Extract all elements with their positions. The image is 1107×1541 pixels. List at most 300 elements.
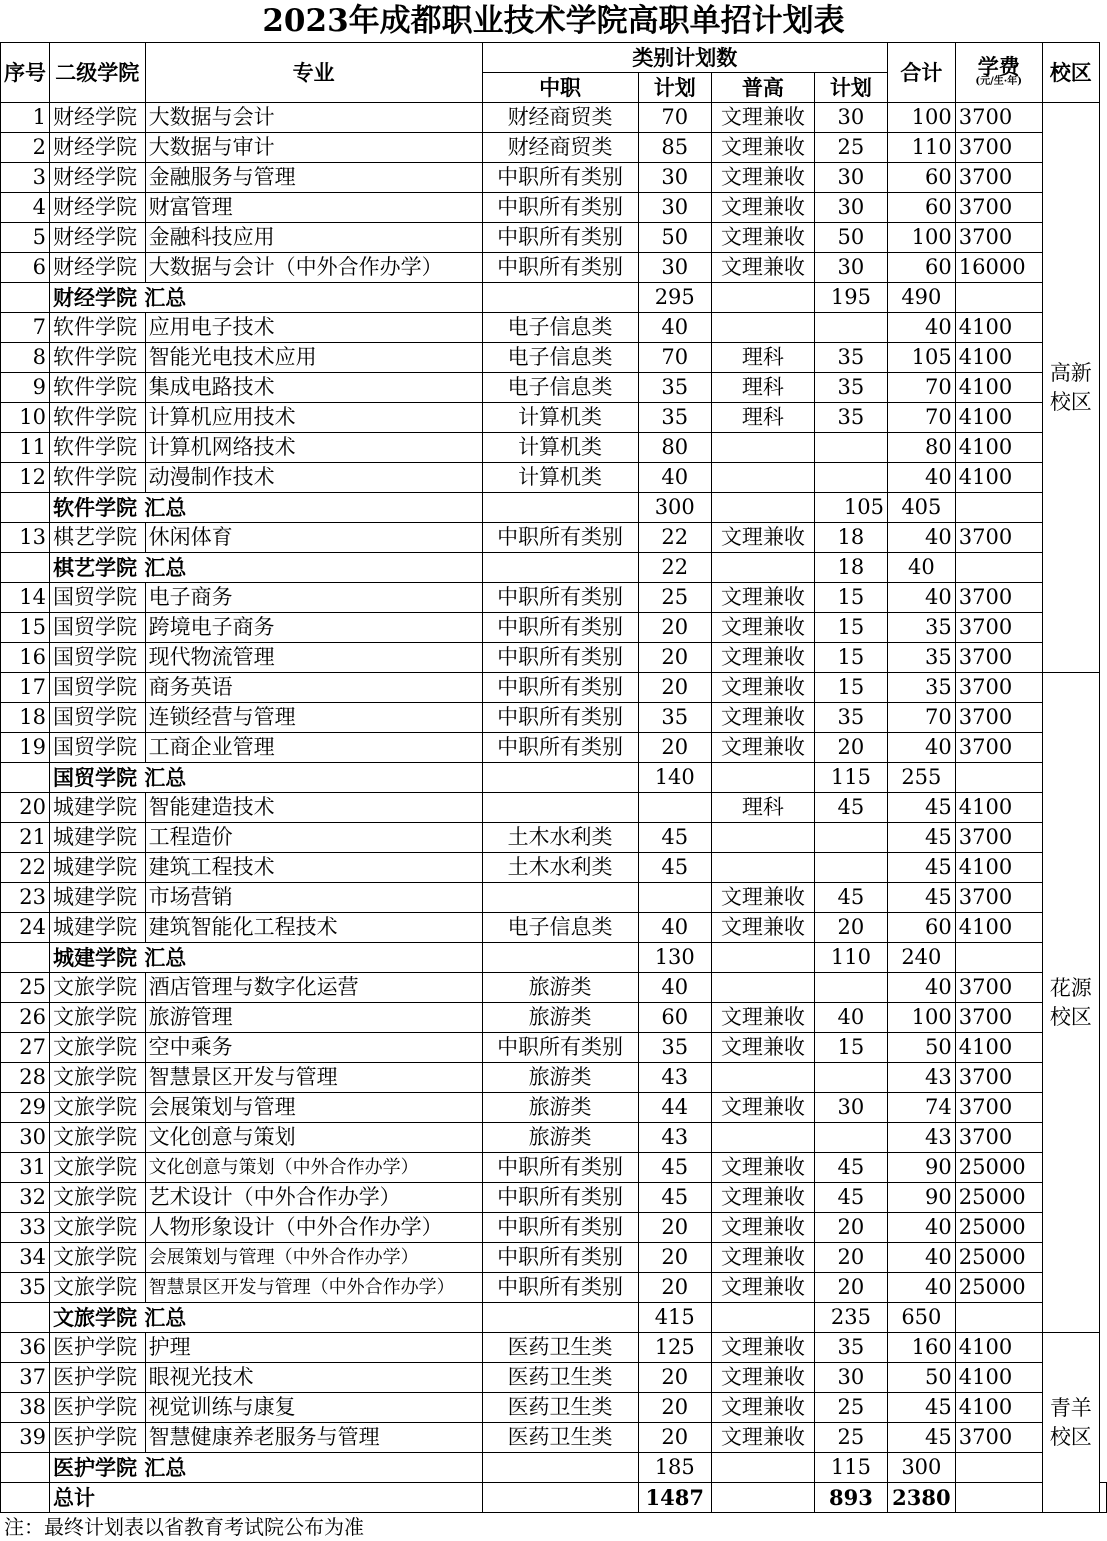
secondary-plan-cell: 35 xyxy=(638,403,711,433)
fee-cell-empty xyxy=(955,1303,1042,1333)
fee-cell-empty xyxy=(955,763,1042,793)
campus-cell xyxy=(1042,673,1099,1333)
fee-cell: 4100 xyxy=(955,1363,1042,1393)
general-plan-cell xyxy=(814,463,887,493)
total-cell: 60 xyxy=(887,253,955,283)
total-cell: 45 xyxy=(887,883,955,913)
major-cell: 现代物流管理 xyxy=(145,643,482,673)
secondary-plan-cell xyxy=(638,883,711,913)
total-cell: 40 xyxy=(887,1243,955,1273)
table-row xyxy=(1,883,1107,913)
table-row xyxy=(1,1183,1107,1213)
table-row xyxy=(1,1003,1107,1033)
fee-cell: 4100 xyxy=(955,1333,1042,1363)
major-cell: 连锁经营与管理 xyxy=(145,703,482,733)
secondary-plan-cell: 20 xyxy=(638,1363,711,1393)
secondary-plan-cell: 40 xyxy=(638,913,711,943)
secondary-category-cell: 电子信息类 xyxy=(482,913,638,943)
secondary-plan-cell: 43 xyxy=(638,1063,711,1093)
secondary-plan-cell xyxy=(638,793,711,823)
seq-cell: 31 xyxy=(1,1153,50,1183)
fee-cell: 4100 xyxy=(955,793,1042,823)
general-category-cell-empty xyxy=(711,283,814,313)
general-plan-cell: 25 xyxy=(814,1423,887,1453)
major-cell: 计算机应用技术 xyxy=(145,403,482,433)
secondary-category-cell: 中职所有类别 xyxy=(482,1153,638,1183)
general-category-cell: 文理兼收 xyxy=(711,253,814,283)
secondary-plan-cell: 20 xyxy=(638,733,711,763)
major-cell: 工商企业管理 xyxy=(145,733,482,763)
college-cell: 医护学院 xyxy=(50,1333,146,1363)
total-cell: 50 xyxy=(887,1033,955,1063)
total-cell: 160 xyxy=(887,1333,955,1363)
fee-cell: 3700 xyxy=(955,673,1042,703)
secondary-plan-cell: 20 xyxy=(638,1273,711,1303)
table-row xyxy=(1,103,1107,133)
campus-name-line: 青羊 xyxy=(1049,1395,1092,1420)
general-category-cell xyxy=(711,433,814,463)
fee-cell-empty xyxy=(955,1483,1042,1513)
table-row xyxy=(1,373,1107,403)
secondary-category-cell: 电子信息类 xyxy=(482,373,638,403)
summary-label: 文旅学院 汇总 xyxy=(50,1303,483,1333)
secondary-plan-cell: 35 xyxy=(638,703,711,733)
major-cell: 文化创意与策划 xyxy=(145,1123,482,1153)
major-cell: 计算机网络技术 xyxy=(145,433,482,463)
major-cell: 人物形象设计（中外合作办学） xyxy=(145,1213,482,1243)
table-row xyxy=(1,643,1107,673)
campus-name-line: 花源 xyxy=(1049,975,1092,1000)
college-cell: 文旅学院 xyxy=(50,1153,146,1183)
secondary-category-cell: 旅游类 xyxy=(482,1093,638,1123)
secondary-plan-cell: 45 xyxy=(638,1183,711,1213)
secondary-plan-cell: 85 xyxy=(638,133,711,163)
general-plan-cell: 30 xyxy=(814,253,887,283)
major-cell: 建筑工程技术 xyxy=(145,853,482,883)
general-plan-cell xyxy=(814,433,887,463)
fee-cell-empty xyxy=(955,943,1042,973)
header-category-plan: 类别计划数 xyxy=(482,43,887,73)
college-cell: 文旅学院 xyxy=(50,1243,146,1273)
total-cell: 45 xyxy=(887,793,955,823)
table-row xyxy=(1,1363,1107,1393)
plan-table xyxy=(0,42,1107,1513)
table-row xyxy=(1,463,1107,493)
table-row xyxy=(1,793,1107,823)
general-plan-cell: 30 xyxy=(814,1093,887,1123)
summary-row xyxy=(1,1303,1107,1333)
general-plan-cell: 20 xyxy=(814,913,887,943)
college-cell: 文旅学院 xyxy=(50,1063,146,1093)
general-category-cell-empty xyxy=(711,943,814,973)
major-cell: 智能建造技术 xyxy=(145,793,482,823)
general-category-cell xyxy=(711,823,814,853)
seq-cell: 21 xyxy=(1,823,50,853)
total-cell: 90 xyxy=(887,1183,955,1213)
general-plan-cell xyxy=(814,1063,887,1093)
fee-cell: 25000 xyxy=(955,1153,1042,1183)
table-row xyxy=(1,403,1107,433)
summary-general-plan: 893 xyxy=(814,1483,887,1513)
total-cell: 100 xyxy=(887,223,955,253)
secondary-plan-cell: 45 xyxy=(638,853,711,883)
secondary-plan-cell: 43 xyxy=(638,1123,711,1153)
fee-cell: 3700 xyxy=(955,1003,1042,1033)
fee-cell: 25000 xyxy=(955,1243,1042,1273)
general-plan-cell: 35 xyxy=(814,403,887,433)
general-category-cell: 文理兼收 xyxy=(711,103,814,133)
total-cell: 43 xyxy=(887,1063,955,1093)
fee-cell: 3700 xyxy=(955,973,1042,1003)
secondary-plan-cell: 70 xyxy=(638,103,711,133)
header-plan2: 计划 xyxy=(814,73,887,103)
general-plan-cell: 35 xyxy=(814,343,887,373)
seq-cell: 2 xyxy=(1,133,50,163)
seq-cell: 13 xyxy=(1,523,50,553)
seq-cell: 15 xyxy=(1,613,50,643)
summary-label: 城建学院 汇总 xyxy=(50,943,483,973)
seq-cell: 33 xyxy=(1,1213,50,1243)
summary-general-plan: 115 xyxy=(814,1453,887,1483)
summary-secondary-plan: 295 xyxy=(638,283,711,313)
header-plan: 计划 xyxy=(638,73,711,103)
secondary-category-cell: 中职所有类别 xyxy=(482,583,638,613)
secondary-category-cell: 中职所有类别 xyxy=(482,223,638,253)
general-plan-cell: 30 xyxy=(814,163,887,193)
fee-cell: 3700 xyxy=(955,583,1042,613)
total-cell: 105 xyxy=(887,343,955,373)
summary-row xyxy=(1,283,1107,313)
campus-cell xyxy=(1042,1333,1099,1513)
seq-cell: 16 xyxy=(1,643,50,673)
general-plan-cell: 20 xyxy=(814,1273,887,1303)
footnote: 注：最终计划表以省教育考试院公布为准 xyxy=(4,1515,364,1539)
table-row xyxy=(1,133,1107,163)
college-cell: 财经学院 xyxy=(50,223,146,253)
seq-cell: 12 xyxy=(1,463,50,493)
seq-cell-empty xyxy=(1,1453,50,1483)
seq-cell-empty xyxy=(1,493,50,523)
seq-cell: 9 xyxy=(1,373,50,403)
general-category-cell: 文理兼收 xyxy=(711,673,814,703)
fee-cell: 25000 xyxy=(955,1213,1042,1243)
college-cell: 国贸学院 xyxy=(50,643,146,673)
secondary-category-cell: 中职所有类别 xyxy=(482,1273,638,1303)
general-category-cell: 文理兼收 xyxy=(711,1183,814,1213)
college-cell: 财经学院 xyxy=(50,253,146,283)
general-category-cell: 文理兼收 xyxy=(711,613,814,643)
fee-cell: 3700 xyxy=(955,1123,1042,1153)
summary-secondary-plan: 22 xyxy=(638,553,711,583)
seq-cell: 23 xyxy=(1,883,50,913)
general-plan-cell: 15 xyxy=(814,673,887,703)
general-plan-cell: 35 xyxy=(814,373,887,403)
fee-cell: 4100 xyxy=(955,853,1042,883)
seq-cell: 5 xyxy=(1,223,50,253)
major-cell: 建筑智能化工程技术 xyxy=(145,913,482,943)
general-category-cell-empty xyxy=(711,1303,814,1333)
summary-total: 2380 xyxy=(887,1483,955,1513)
general-plan-cell: 18 xyxy=(814,523,887,553)
major-cell: 智慧景区开发与管理 xyxy=(145,1063,482,1093)
secondary-plan-cell: 35 xyxy=(638,1033,711,1063)
total-cell: 35 xyxy=(887,673,955,703)
seq-cell: 8 xyxy=(1,343,50,373)
secondary-plan-cell: 45 xyxy=(638,823,711,853)
general-category-cell: 文理兼收 xyxy=(711,1003,814,1033)
fee-cell: 4100 xyxy=(955,1033,1042,1063)
college-cell: 医护学院 xyxy=(50,1393,146,1423)
secondary-plan-cell: 60 xyxy=(638,1003,711,1033)
fee-cell-empty xyxy=(955,493,1042,523)
fee-cell: 3700 xyxy=(955,883,1042,913)
table-row xyxy=(1,673,1107,703)
general-plan-cell: 30 xyxy=(814,193,887,223)
secondary-category-cell: 计算机类 xyxy=(482,403,638,433)
major-cell: 空中乘务 xyxy=(145,1033,482,1063)
seq-cell-empty xyxy=(1,283,50,313)
total-cell: 74 xyxy=(887,1093,955,1123)
secondary-plan-cell: 40 xyxy=(638,973,711,1003)
secondary-category-cell: 医药卫生类 xyxy=(482,1393,638,1423)
fee-cell: 3700 xyxy=(955,643,1042,673)
general-plan-cell: 50 xyxy=(814,223,887,253)
summary-general-plan: 115 xyxy=(814,763,887,793)
major-cell: 艺术设计（中外合作办学） xyxy=(145,1183,482,1213)
college-cell: 财经学院 xyxy=(50,163,146,193)
table-row xyxy=(1,223,1107,253)
general-category-cell: 文理兼收 xyxy=(711,223,814,253)
seq-cell: 37 xyxy=(1,1363,50,1393)
seq-cell: 32 xyxy=(1,1183,50,1213)
general-category-cell xyxy=(711,463,814,493)
total-cell: 40 xyxy=(887,1273,955,1303)
fee-cell: 4100 xyxy=(955,313,1042,343)
general-plan-cell: 15 xyxy=(814,643,887,673)
general-category-cell: 文理兼收 xyxy=(711,1333,814,1363)
fee-cell: 4100 xyxy=(955,373,1042,403)
fee-cell: 3700 xyxy=(955,613,1042,643)
fee-cell: 3700 xyxy=(955,733,1042,763)
seq-cell: 30 xyxy=(1,1123,50,1153)
secondary-category-cell: 土木水利类 xyxy=(482,853,638,883)
secondary-category-cell-empty xyxy=(482,493,638,523)
total-cell: 35 xyxy=(887,643,955,673)
secondary-category-cell-empty xyxy=(482,283,638,313)
major-cell: 会展策划与管理 xyxy=(145,1093,482,1123)
summary-label: 总计 xyxy=(50,1483,483,1513)
campus-cell xyxy=(1042,103,1099,673)
secondary-category-cell: 财经商贸类 xyxy=(482,133,638,163)
table-row xyxy=(1,313,1107,343)
college-cell: 财经学院 xyxy=(50,133,146,163)
secondary-category-cell: 中职所有类别 xyxy=(482,673,638,703)
summary-general-plan: 110 xyxy=(814,943,887,973)
seq-cell: 24 xyxy=(1,913,50,943)
summary-secondary-plan: 1487 xyxy=(638,1483,711,1513)
table-row xyxy=(1,1123,1107,1153)
seq-cell-empty xyxy=(1,763,50,793)
table-row xyxy=(1,973,1107,1003)
summary-general-plan: 105 xyxy=(814,493,887,523)
secondary-category-cell-empty xyxy=(482,763,638,793)
table-row xyxy=(1,1063,1107,1093)
fee-cell: 3700 xyxy=(955,223,1042,253)
summary-total: 255 xyxy=(887,763,955,793)
general-category-cell-empty xyxy=(711,1453,814,1483)
seq-cell: 35 xyxy=(1,1273,50,1303)
college-cell: 文旅学院 xyxy=(50,1273,146,1303)
secondary-category-cell: 中职所有类别 xyxy=(482,523,638,553)
secondary-plan-cell: 20 xyxy=(638,643,711,673)
seq-cell: 17 xyxy=(1,673,50,703)
fee-cell: 3700 xyxy=(955,193,1042,223)
college-cell: 医护学院 xyxy=(50,1363,146,1393)
campus-name-line: 校区 xyxy=(1049,1424,1092,1449)
campus-name-line: 高新 xyxy=(1049,360,1092,385)
header-major: 专业 xyxy=(145,43,482,103)
header-row-1 xyxy=(1,43,1107,73)
major-cell: 护理 xyxy=(145,1333,482,1363)
summary-row xyxy=(1,763,1107,793)
general-category-cell-empty xyxy=(711,1483,814,1513)
major-cell: 财富管理 xyxy=(145,193,482,223)
summary-secondary-plan: 415 xyxy=(638,1303,711,1333)
general-category-cell: 文理兼收 xyxy=(711,133,814,163)
header-fee-label: 学费 xyxy=(977,53,1020,79)
secondary-category-cell: 医药卫生类 xyxy=(482,1363,638,1393)
general-category-cell: 文理兼收 xyxy=(711,1273,814,1303)
college-cell: 国贸学院 xyxy=(50,613,146,643)
seq-cell-empty xyxy=(1,1483,50,1513)
table-row xyxy=(1,1393,1107,1423)
total-cell: 90 xyxy=(887,1153,955,1183)
secondary-plan-cell: 25 xyxy=(638,583,711,613)
general-plan-cell xyxy=(814,973,887,1003)
total-cell: 70 xyxy=(887,403,955,433)
secondary-plan-cell: 20 xyxy=(638,1243,711,1273)
summary-secondary-plan: 130 xyxy=(638,943,711,973)
general-plan-cell: 20 xyxy=(814,1243,887,1273)
campus-cell-empty xyxy=(1100,1483,1107,1513)
general-category-cell: 文理兼收 xyxy=(711,733,814,763)
general-category-cell xyxy=(711,1123,814,1153)
general-category-cell: 文理兼收 xyxy=(711,1213,814,1243)
college-cell: 软件学院 xyxy=(50,433,146,463)
fee-cell: 3700 xyxy=(955,133,1042,163)
fee-cell: 3700 xyxy=(955,1423,1042,1453)
fee-cell: 3700 xyxy=(955,523,1042,553)
major-cell: 酒店管理与数字化运营 xyxy=(145,973,482,1003)
summary-general-plan: 235 xyxy=(814,1303,887,1333)
table-row xyxy=(1,1423,1107,1453)
general-category-cell: 文理兼收 xyxy=(711,1423,814,1453)
secondary-category-cell: 土木水利类 xyxy=(482,823,638,853)
major-cell: 金融服务与管理 xyxy=(145,163,482,193)
header-secondary: 中职 xyxy=(482,73,638,103)
fee-cell: 4100 xyxy=(955,343,1042,373)
major-cell: 智慧健康养老服务与管理 xyxy=(145,1423,482,1453)
general-category-cell: 理科 xyxy=(711,343,814,373)
secondary-category-cell: 中职所有类别 xyxy=(482,193,638,223)
header-total: 合计 xyxy=(887,43,955,103)
seq-cell: 39 xyxy=(1,1423,50,1453)
seq-cell: 26 xyxy=(1,1003,50,1033)
grand-total-row xyxy=(1,1483,1107,1513)
total-cell: 40 xyxy=(887,583,955,613)
general-category-cell: 文理兼收 xyxy=(711,1093,814,1123)
general-category-cell: 文理兼收 xyxy=(711,1363,814,1393)
general-category-cell-empty xyxy=(711,493,814,523)
general-plan-cell: 45 xyxy=(814,1153,887,1183)
secondary-category-cell: 旅游类 xyxy=(482,1123,638,1153)
secondary-category-cell: 中职所有类别 xyxy=(482,613,638,643)
seq-cell: 22 xyxy=(1,853,50,883)
college-cell: 软件学院 xyxy=(50,373,146,403)
general-category-cell: 理科 xyxy=(711,373,814,403)
general-plan-cell: 35 xyxy=(814,1333,887,1363)
total-cell: 45 xyxy=(887,823,955,853)
table-row xyxy=(1,1093,1107,1123)
fee-cell: 25000 xyxy=(955,1183,1042,1213)
secondary-plan-cell: 125 xyxy=(638,1333,711,1363)
fee-cell-empty xyxy=(955,553,1042,583)
major-cell: 应用电子技术 xyxy=(145,313,482,343)
secondary-plan-cell: 40 xyxy=(638,313,711,343)
seq-cell: 11 xyxy=(1,433,50,463)
secondary-plan-cell: 22 xyxy=(638,523,711,553)
major-cell: 文化创意与策划（中外合作办学） xyxy=(145,1153,482,1183)
table-row xyxy=(1,1333,1107,1363)
table-row xyxy=(1,343,1107,373)
general-plan-cell: 35 xyxy=(814,703,887,733)
college-cell: 国贸学院 xyxy=(50,703,146,733)
college-cell: 城建学院 xyxy=(50,823,146,853)
table-row xyxy=(1,1273,1107,1303)
secondary-category-cell-empty xyxy=(482,1453,638,1483)
fee-cell: 4100 xyxy=(955,913,1042,943)
total-cell: 40 xyxy=(887,733,955,763)
summary-row xyxy=(1,943,1107,973)
campus-name-line: 校区 xyxy=(1049,389,1092,414)
total-cell: 100 xyxy=(887,1003,955,1033)
fee-cell-empty xyxy=(955,283,1042,313)
major-cell: 跨境电子商务 xyxy=(145,613,482,643)
general-category-cell: 文理兼收 xyxy=(711,163,814,193)
table-row xyxy=(1,583,1107,613)
college-cell: 城建学院 xyxy=(50,793,146,823)
total-cell: 60 xyxy=(887,193,955,223)
major-cell: 工程造价 xyxy=(145,823,482,853)
page-title: 2023年成都职业技术学院高职单招计划表 xyxy=(262,3,845,39)
table-row xyxy=(1,433,1107,463)
total-cell: 70 xyxy=(887,373,955,403)
secondary-plan-cell: 20 xyxy=(638,673,711,703)
header-general: 普高 xyxy=(711,73,814,103)
college-cell: 城建学院 xyxy=(50,913,146,943)
general-category-cell xyxy=(711,973,814,1003)
secondary-category-cell-empty xyxy=(482,1303,638,1333)
major-cell: 旅游管理 xyxy=(145,1003,482,1033)
table-row xyxy=(1,1153,1107,1183)
seq-cell: 38 xyxy=(1,1393,50,1423)
college-cell: 文旅学院 xyxy=(50,1033,146,1063)
general-plan-cell: 30 xyxy=(814,103,887,133)
general-category-cell-empty xyxy=(711,553,814,583)
secondary-plan-cell: 44 xyxy=(638,1093,711,1123)
summary-total: 300 xyxy=(887,1453,955,1483)
secondary-category-cell: 中职所有类别 xyxy=(482,1243,638,1273)
